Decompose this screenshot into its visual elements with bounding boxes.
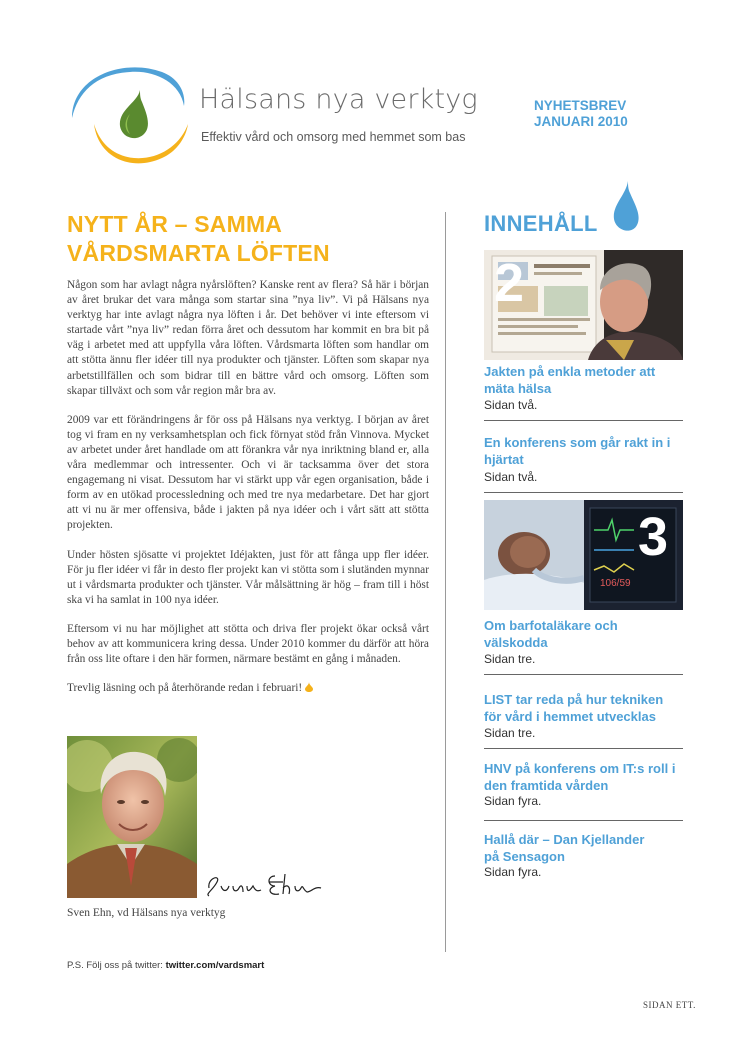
photo-caption: Sven Ehn, vd Hälsans nya verktyg <box>67 907 226 919</box>
logo-green-drop <box>120 90 148 138</box>
toc-item-title-line: på Sensagon <box>484 848 565 864</box>
toc-thumb-conference[interactable] <box>484 250 683 360</box>
toc-item-page: Sidan två. <box>484 398 538 412</box>
toc-item-title-line: En konferens som går rakt in i <box>484 435 671 450</box>
headline-line-1: NYTT ÅR – SAMMA <box>67 211 283 237</box>
headline-line-2: VÅRDSMARTA LÖFTEN <box>67 240 330 266</box>
toc-item-title[interactable] <box>484 761 699 794</box>
brand-title: Hälsans nya verktyg <box>199 84 478 115</box>
toc-rule <box>484 748 683 749</box>
toc-item-page: Sidan tre. <box>484 652 536 666</box>
toc-item-title[interactable] <box>484 435 699 468</box>
paragraph-1: Någon som har avlagt några nyårslöften? Kanske rent av flera? Så här i början av året brukar det vara många som startar sina ”nya liv”. Vi på Hälsans nya verktyg har inte avlagt några nya löften i år. Det behöver vi inte eftersom vi startade vårt ”nya liv” redan förra året och dessutom har kommit en bra bit på väg i arbetet med att uppfylla våra löften. Vårdsmarta löften som handlar om att stötta ännu fler idéer till nya produkter och tjänster. Löften som skapar nya arbetstillfällen och som bidrar till en bättre vård och omsorg. Löften som skapar tillväxt och som vår region mår bra av. <box>67 279 429 397</box>
ps-note <box>67 960 264 971</box>
toc-thumb-number: 3 <box>638 507 669 567</box>
drop-icon <box>610 181 640 235</box>
toc-item-title-line: för vård i hemmet utvecklas <box>484 708 656 724</box>
portrait-photo <box>67 736 197 898</box>
toc-item-title-line: den framtida vården <box>484 777 609 793</box>
brand-tagline: Effektiv vård och omsorg med hemmet som bas <box>201 130 466 144</box>
toc-rule <box>484 820 683 821</box>
toc-item-page: Sidan fyra. <box>484 794 542 808</box>
toc-item-title-line: Jakten på enkla metoder att <box>484 364 656 379</box>
issue-line-1: NYHETSBREV <box>534 98 627 113</box>
toc-item-title-line: välskodda <box>484 634 548 650</box>
toc-item-title[interactable] <box>484 618 699 651</box>
toc-rule <box>484 492 683 493</box>
twitter-link[interactable]: twitter.com/vardsmart <box>165 960 265 971</box>
paragraph-2: 2009 var ett förändringens år för oss på Hälsans nya verktyg. I början av året tog vi fram en ny verksamhetsplan och fick förnyat stöd från Vinnova. Mycket av arbetet under året handlade om att förankra vår nya inriktning bland er, alla våra medlemmar och intressenter. Och vi är tacksamma över det stora engagemang ni visat. Dessutom har vi stärkt upp vår egen organisation, både i form av en utökad processledning och med tre nya medarbetare. Det har gjort att vi nu är mer offensiva, både i jakten på nya idéer och i vårt sätt att stötta projekten. <box>67 413 429 532</box>
toc-thumb-number: 2 <box>494 253 525 313</box>
toc-thumb-hospital[interactable] <box>484 500 683 610</box>
article-body <box>67 278 429 710</box>
toc-item-title-line: hjärtat <box>484 451 524 467</box>
paragraph-5 <box>67 681 429 696</box>
toc-rule <box>484 420 683 421</box>
article-headline <box>67 210 427 268</box>
toc-item-title-line: Om barfotaläkare och <box>484 618 618 633</box>
closing-line: Trevlig läsning och på återhörande redan i februari! <box>67 682 303 695</box>
toc-item-title-line: HNV på konferens om IT:s roll i <box>484 761 676 776</box>
page-number: SIDAN ETT. <box>643 1000 696 1010</box>
paragraph-3: Under hösten sjösatte vi projektet Idéjakten, just för att fånga upp fler idéer. För ju fler idéer vi får in desto fler projekt kan vi stötta som i slutänden mynnar ut i vårdsmarta produkter och tjänster. Vår målsättning är hög – fram till i höst ska vi ha samlat in 100 nya idéer. <box>67 548 429 606</box>
logo <box>66 62 188 172</box>
column-divider <box>445 212 446 952</box>
toc-item-title[interactable] <box>484 832 699 865</box>
toc-title: INNEHÅLL <box>484 211 598 236</box>
toc-item-page: Sidan fyra. <box>484 865 542 879</box>
issue-line-2: JANUARI 2010 <box>534 114 628 129</box>
toc-item-title[interactable] <box>484 692 699 725</box>
toc-item-title-line: Hallå där – Dan Kjellander <box>484 832 645 847</box>
toc-item-page: Sidan tre. <box>484 726 536 740</box>
toc-rule <box>484 674 683 675</box>
toc-item-title[interactable] <box>484 364 699 397</box>
drop-icon <box>305 682 313 692</box>
toc-item-page: Sidan två. <box>484 470 538 484</box>
toc-item-title-line: LIST tar reda på hur tekniken <box>484 692 664 707</box>
toc-item-title-line: mäta hälsa <box>484 380 552 396</box>
ps-text: P.S. Följ oss på twitter: <box>67 960 166 971</box>
signature-image <box>203 866 333 900</box>
svg-text:106/59: 106/59 <box>600 578 631 589</box>
issue-label <box>534 98 628 130</box>
paragraph-4: Eftersom vi nu har möjlighet att stötta och driva fler projekt ökar också vårt behov av att kommunicera kring dessa. Under 2010 kommer du därför att höra från oss lite oftare i den här formen, närmare bestämt en gång i månaden. <box>67 622 429 666</box>
